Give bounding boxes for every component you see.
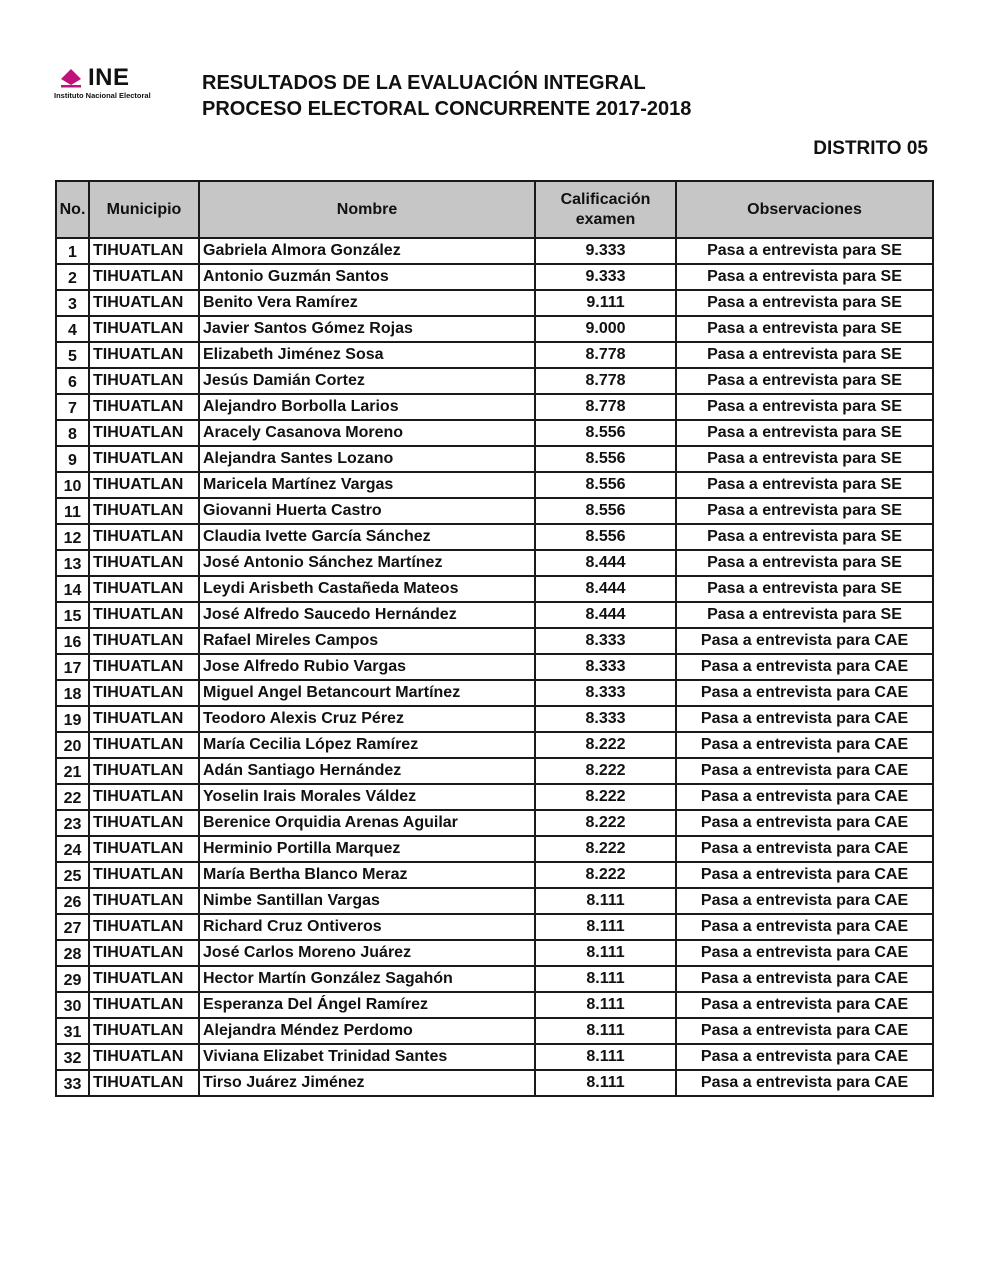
- observaciones-cell: Pasa a entrevista para CAE: [676, 992, 933, 1018]
- row-number: 4: [56, 316, 89, 342]
- table-row: [56, 992, 933, 1018]
- calificacion-cell: 8.556: [535, 446, 676, 472]
- nombre-cell: Leydi Arisbeth Castañeda Mateos: [199, 576, 535, 602]
- observaciones-cell: Pasa a entrevista para SE: [676, 602, 933, 628]
- nombre-cell: José Carlos Moreno Juárez: [199, 940, 535, 966]
- municipio-cell: TIHUATLAN: [89, 238, 199, 264]
- municipio-cell: TIHUATLAN: [89, 706, 199, 732]
- observaciones-cell: Pasa a entrevista para CAE: [676, 940, 933, 966]
- table-row: [56, 654, 933, 680]
- municipio-cell: TIHUATLAN: [89, 1070, 199, 1096]
- observaciones-cell: Pasa a entrevista para CAE: [676, 914, 933, 940]
- row-number: 22: [56, 784, 89, 810]
- calificacion-cell: 8.111: [535, 888, 676, 914]
- calificacion-cell: 8.778: [535, 394, 676, 420]
- observaciones-cell: Pasa a entrevista para SE: [676, 550, 933, 576]
- row-number: 3: [56, 290, 89, 316]
- calificacion-cell: 8.111: [535, 966, 676, 992]
- nombre-cell: Tirso Juárez Jiménez: [199, 1070, 535, 1096]
- observaciones-cell: Pasa a entrevista para CAE: [676, 680, 933, 706]
- nombre-cell: María Bertha Blanco Meraz: [199, 862, 535, 888]
- municipio-cell: TIHUATLAN: [89, 446, 199, 472]
- observaciones-cell: Pasa a entrevista para CAE: [676, 1018, 933, 1044]
- nombre-cell: Giovanni Huerta Castro: [199, 498, 535, 524]
- row-number: 8: [56, 420, 89, 446]
- calificacion-cell: 8.556: [535, 498, 676, 524]
- table-row: [56, 758, 933, 784]
- observaciones-cell: Pasa a entrevista para CAE: [676, 706, 933, 732]
- municipio-cell: TIHUATLAN: [89, 290, 199, 316]
- row-number: 14: [56, 576, 89, 602]
- ine-logo: [54, 66, 169, 102]
- nombre-cell: Viviana Elizabet Trinidad Santes: [199, 1044, 535, 1070]
- municipio-cell: TIHUATLAN: [89, 472, 199, 498]
- table-row: [56, 888, 933, 914]
- observaciones-cell: Pasa a entrevista para SE: [676, 238, 933, 264]
- nombre-cell: Adán Santiago Hernández: [199, 758, 535, 784]
- observaciones-cell: Pasa a entrevista para CAE: [676, 888, 933, 914]
- municipio-cell: TIHUATLAN: [89, 966, 199, 992]
- calificacion-cell: 9.000: [535, 316, 676, 342]
- row-number: 1: [56, 238, 89, 264]
- municipio-cell: TIHUATLAN: [89, 498, 199, 524]
- table-row: [56, 264, 933, 290]
- observaciones-cell: Pasa a entrevista para SE: [676, 472, 933, 498]
- row-number: 18: [56, 680, 89, 706]
- logo-text: INE: [88, 64, 130, 91]
- observaciones-cell: Pasa a entrevista para CAE: [676, 1070, 933, 1096]
- observaciones-cell: Pasa a entrevista para CAE: [676, 654, 933, 680]
- municipio-cell: TIHUATLAN: [89, 420, 199, 446]
- calificacion-cell: 8.556: [535, 420, 676, 446]
- nombre-cell: Elizabeth Jiménez Sosa: [199, 342, 535, 368]
- municipio-cell: TIHUATLAN: [89, 1018, 199, 1044]
- municipio-cell: TIHUATLAN: [89, 368, 199, 394]
- municipio-cell: TIHUATLAN: [89, 342, 199, 368]
- table-row: [56, 472, 933, 498]
- nombre-cell: María Cecilia López Ramírez: [199, 732, 535, 758]
- observaciones-cell: Pasa a entrevista para CAE: [676, 732, 933, 758]
- table-row: [56, 394, 933, 420]
- observaciones-cell: Pasa a entrevista para CAE: [676, 628, 933, 654]
- observaciones-cell: Pasa a entrevista para SE: [676, 368, 933, 394]
- nombre-cell: José Alfredo Saucedo Hernández: [199, 602, 535, 628]
- nombre-cell: Jose Alfredo Rubio Vargas: [199, 654, 535, 680]
- calificacion-cell: 8.444: [535, 550, 676, 576]
- nombre-cell: Claudia Ivette García Sánchez: [199, 524, 535, 550]
- row-number: 19: [56, 706, 89, 732]
- nombre-cell: Esperanza Del Ángel Ramírez: [199, 992, 535, 1018]
- municipio-cell: TIHUATLAN: [89, 550, 199, 576]
- table-row: [56, 680, 933, 706]
- table-row: [56, 784, 933, 810]
- calificacion-cell: 8.111: [535, 992, 676, 1018]
- calificacion-cell: 8.333: [535, 706, 676, 732]
- nombre-cell: Berenice Orquidia Arenas Aguilar: [199, 810, 535, 836]
- table-row: [56, 628, 933, 654]
- column-header-observaciones: Observaciones: [676, 181, 933, 238]
- calificacion-cell: 9.111: [535, 290, 676, 316]
- municipio-cell: TIHUATLAN: [89, 524, 199, 550]
- row-number: 5: [56, 342, 89, 368]
- calificacion-cell: 8.778: [535, 368, 676, 394]
- calificacion-cell: 8.333: [535, 680, 676, 706]
- calificacion-cell: 8.556: [535, 524, 676, 550]
- calificacion-cell: 8.111: [535, 914, 676, 940]
- table-row: [56, 420, 933, 446]
- nombre-cell: Aracely Casanova Moreno: [199, 420, 535, 446]
- calificacion-cell: 8.444: [535, 576, 676, 602]
- row-number: 30: [56, 992, 89, 1018]
- municipio-cell: TIHUATLAN: [89, 732, 199, 758]
- row-number: 15: [56, 602, 89, 628]
- observaciones-cell: Pasa a entrevista para CAE: [676, 784, 933, 810]
- observaciones-cell: Pasa a entrevista para CAE: [676, 836, 933, 862]
- municipio-cell: TIHUATLAN: [89, 576, 199, 602]
- municipio-cell: TIHUATLAN: [89, 628, 199, 654]
- calificacion-cell: 8.333: [535, 654, 676, 680]
- observaciones-cell: Pasa a entrevista para SE: [676, 316, 933, 342]
- observaciones-cell: Pasa a entrevista para SE: [676, 290, 933, 316]
- observaciones-cell: Pasa a entrevista para CAE: [676, 966, 933, 992]
- nombre-cell: Javier Santos Gómez Rojas: [199, 316, 535, 342]
- calificacion-cell: 8.778: [535, 342, 676, 368]
- municipio-cell: TIHUATLAN: [89, 758, 199, 784]
- nombre-cell: Hector Martín González Sagahón: [199, 966, 535, 992]
- nombre-cell: Gabriela Almora González: [199, 238, 535, 264]
- table-header-row: [56, 181, 933, 238]
- row-number: 26: [56, 888, 89, 914]
- observaciones-cell: Pasa a entrevista para SE: [676, 394, 933, 420]
- page-title: [202, 70, 691, 122]
- nombre-cell: Rafael Mireles Campos: [199, 628, 535, 654]
- table-row: [56, 914, 933, 940]
- calificacion-cell: 8.222: [535, 836, 676, 862]
- calificacion-cell: 8.222: [535, 810, 676, 836]
- row-number: 33: [56, 1070, 89, 1096]
- nombre-cell: Alejandra Méndez Perdomo: [199, 1018, 535, 1044]
- observaciones-cell: Pasa a entrevista para SE: [676, 498, 933, 524]
- table-row: [56, 1044, 933, 1070]
- logo-subtitle: Instituto Nacional Electoral: [54, 91, 151, 100]
- table-row: [56, 550, 933, 576]
- row-number: 17: [56, 654, 89, 680]
- nombre-cell: Teodoro Alexis Cruz Pérez: [199, 706, 535, 732]
- nombre-cell: Maricela Martínez Vargas: [199, 472, 535, 498]
- row-number: 32: [56, 1044, 89, 1070]
- row-number: 13: [56, 550, 89, 576]
- observaciones-cell: Pasa a entrevista para CAE: [676, 1044, 933, 1070]
- municipio-cell: TIHUATLAN: [89, 992, 199, 1018]
- municipio-cell: TIHUATLAN: [89, 680, 199, 706]
- calificacion-cell: 9.333: [535, 264, 676, 290]
- observaciones-cell: Pasa a entrevista para CAE: [676, 810, 933, 836]
- row-number: 29: [56, 966, 89, 992]
- table-row: [56, 732, 933, 758]
- row-number: 9: [56, 446, 89, 472]
- row-number: 11: [56, 498, 89, 524]
- row-number: 6: [56, 368, 89, 394]
- results-table: [55, 180, 934, 1097]
- calificacion-cell: 8.111: [535, 940, 676, 966]
- row-number: 28: [56, 940, 89, 966]
- observaciones-cell: Pasa a entrevista para CAE: [676, 758, 933, 784]
- calificacion-cell: 8.111: [535, 1044, 676, 1070]
- nombre-cell: Alejandra Santes Lozano: [199, 446, 535, 472]
- table-row: [56, 810, 933, 836]
- nombre-cell: Yoselin Irais Morales Váldez: [199, 784, 535, 810]
- calificacion-header-text: Calificación examen: [560, 190, 651, 228]
- municipio-cell: TIHUATLAN: [89, 784, 199, 810]
- municipio-cell: TIHUATLAN: [89, 602, 199, 628]
- nombre-cell: José Antonio Sánchez Martínez: [199, 550, 535, 576]
- municipio-cell: TIHUATLAN: [89, 810, 199, 836]
- observaciones-cell: Pasa a entrevista para SE: [676, 576, 933, 602]
- nombre-cell: Jesús Damián Cortez: [199, 368, 535, 394]
- calificacion-cell: 8.444: [535, 602, 676, 628]
- table-row: [56, 316, 933, 342]
- table-row: [56, 940, 933, 966]
- municipio-cell: TIHUATLAN: [89, 862, 199, 888]
- observaciones-cell: Pasa a entrevista para SE: [676, 420, 933, 446]
- table-row: [56, 576, 933, 602]
- calificacion-cell: 8.222: [535, 758, 676, 784]
- row-number: 10: [56, 472, 89, 498]
- row-number: 2: [56, 264, 89, 290]
- observaciones-cell: Pasa a entrevista para SE: [676, 524, 933, 550]
- municipio-cell: TIHUATLAN: [89, 394, 199, 420]
- table-row: [56, 966, 933, 992]
- nombre-cell: Alejandro Borbolla Larios: [199, 394, 535, 420]
- municipio-cell: TIHUATLAN: [89, 1044, 199, 1070]
- column-header-municipio: Municipio: [89, 181, 199, 238]
- table-row: [56, 862, 933, 888]
- municipio-cell: TIHUATLAN: [89, 940, 199, 966]
- calificacion-cell: 9.333: [535, 238, 676, 264]
- calificacion-cell: 8.556: [535, 472, 676, 498]
- municipio-cell: TIHUATLAN: [89, 654, 199, 680]
- table-row: [56, 446, 933, 472]
- calificacion-cell: 8.111: [535, 1018, 676, 1044]
- nombre-cell: Antonio Guzmán Santos: [199, 264, 535, 290]
- row-number: 20: [56, 732, 89, 758]
- table-row: [56, 1070, 933, 1096]
- row-number: 16: [56, 628, 89, 654]
- column-header-no: No.: [56, 181, 89, 238]
- nombre-cell: Richard Cruz Ontiveros: [199, 914, 535, 940]
- row-number: 23: [56, 810, 89, 836]
- table-row: [56, 368, 933, 394]
- table-row: [56, 498, 933, 524]
- table-row: [56, 1018, 933, 1044]
- nombre-cell: Herminio Portilla Marquez: [199, 836, 535, 862]
- nombre-cell: Miguel Angel Betancourt Martínez: [199, 680, 535, 706]
- calificacion-cell: 8.222: [535, 862, 676, 888]
- table-row: [56, 836, 933, 862]
- row-number: 27: [56, 914, 89, 940]
- municipio-cell: TIHUATLAN: [89, 836, 199, 862]
- nombre-cell: Benito Vera Ramírez: [199, 290, 535, 316]
- row-number: 31: [56, 1018, 89, 1044]
- municipio-cell: TIHUATLAN: [89, 264, 199, 290]
- table-row: [56, 524, 933, 550]
- row-number: 21: [56, 758, 89, 784]
- column-header-calificacion: [535, 181, 676, 238]
- municipio-cell: TIHUATLAN: [89, 914, 199, 940]
- observaciones-cell: Pasa a entrevista para SE: [676, 264, 933, 290]
- table-row: [56, 342, 933, 368]
- table-row: [56, 602, 933, 628]
- municipio-cell: TIHUATLAN: [89, 888, 199, 914]
- row-number: 25: [56, 862, 89, 888]
- municipio-cell: TIHUATLAN: [89, 316, 199, 342]
- observaciones-cell: Pasa a entrevista para CAE: [676, 862, 933, 888]
- row-number: 7: [56, 394, 89, 420]
- title-line-1: RESULTADOS DE LA EVALUACIÓN INTEGRAL: [202, 72, 646, 94]
- ine-ballot-diamond-icon: [60, 68, 82, 90]
- observaciones-cell: Pasa a entrevista para SE: [676, 342, 933, 368]
- calificacion-cell: 8.222: [535, 784, 676, 810]
- calificacion-cell: 8.222: [535, 732, 676, 758]
- table-row: [56, 238, 933, 264]
- table-row: [56, 290, 933, 316]
- nombre-cell: Nimbe Santillan Vargas: [199, 888, 535, 914]
- row-number: 24: [56, 836, 89, 862]
- observaciones-cell: Pasa a entrevista para SE: [676, 446, 933, 472]
- title-line-2: PROCESO ELECTORAL CONCURRENTE 2017-2018: [202, 98, 692, 120]
- row-number: 12: [56, 524, 89, 550]
- table-body: [56, 238, 933, 1096]
- calificacion-cell: 8.111: [535, 1070, 676, 1096]
- district-label: DISTRITO 05: [813, 138, 928, 159]
- column-header-nombre: Nombre: [199, 181, 535, 238]
- table-row: [56, 706, 933, 732]
- calificacion-cell: 8.333: [535, 628, 676, 654]
